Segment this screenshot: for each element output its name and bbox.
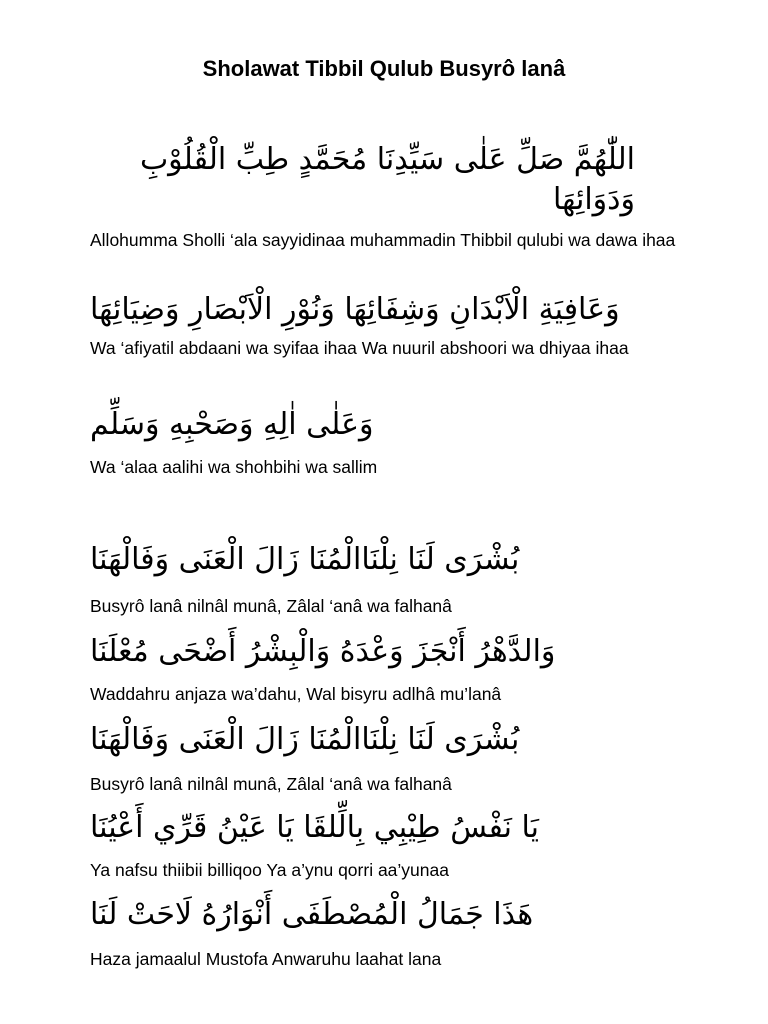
verse-transliteration: Allohumma Sholli ‘ala sayyidinaa muhammadin Thibbil qulubi wa dawa ihaa <box>90 230 676 250</box>
verse-4 <box>90 540 678 617</box>
page-title: Sholawat Tibbil Qulub Busyrô lanâ <box>202 56 566 81</box>
verse-arabic: هَذَا جَمَالُ الْمُصْطَفَى أَنْوَارُهُ لَاحَتْ لَنَا <box>90 897 534 932</box>
verse-arabic: وَعَافِيَةِ الْاَبْدَانِ وَشِفَائِهَا وَنُوْرِ الْاَبْصَارِ وَضِيَائِهَا <box>90 292 620 327</box>
verse-transliteration: Waddahru anjaza wa’dahu, Wal bisyru adlhâ mu’lanâ <box>90 684 502 704</box>
verse-transliteration: Haza jamaalul Mustofa Anwaruhu laahat lana <box>90 949 442 969</box>
verse-arabic: وَالدَّهْرُ أَنْجَزَ وَعْدَهُ وَالْبِشْرُ أَضْحَى مُعْلَنَا <box>90 634 556 669</box>
verse-5 <box>90 632 678 705</box>
verse-2 <box>90 290 678 359</box>
verse-7 <box>90 808 678 881</box>
verse-transliteration: Ya nafsu thiibii billiqoo Ya a’ynu qorri aa’yunaa <box>90 860 449 880</box>
verse-transliteration: Wa ‘afiyatil abdaani wa syifaa ihaa Wa nuuril abshoori wa dhiyaa ihaa <box>90 338 629 358</box>
verse-3 <box>90 405 678 478</box>
verse-arabic: بُشْرَى لَنَا نِلْنَاالْمُنَا زَالَ الْعَنَى وَفَالْهَنَا <box>90 722 520 757</box>
verse-6 <box>90 720 678 795</box>
verse-arabic: بُشْرَى لَنَا نِلْنَاالْمُنَا زَالَ الْعَنَى وَفَالْهَنَا <box>90 542 520 577</box>
verse-arabic: يَا نَفْسُ طِيْبِي بِالِّلقَا يَا عَيْنُ قَرِّي أَعْيُنَا <box>90 810 540 845</box>
verse-arabic: وَعَلٰى اٰلِهِ وَصَحْبِهِ وَسَلِّم <box>90 407 374 442</box>
verse-8 <box>90 895 678 970</box>
verse-arabic: اللّٰهُمَّ صَلِّ عَلٰى سَيِّدِنَا مُحَمَّدٍ طِبِّ الْقُلُوْبِ وَدَوَائِهَا <box>139 142 635 217</box>
verse-transliteration: Busyrô lanâ nilnâl munâ, Zâlal ‘anâ wa falhanâ <box>90 596 452 616</box>
verse-transliteration: Busyrô lanâ nilnâl munâ, Zâlal ‘anâ wa falhanâ <box>90 774 452 794</box>
verse-transliteration: Wa ‘alaa aalihi wa shohbihi wa sallim <box>90 457 378 477</box>
verse-1 <box>90 140 678 251</box>
